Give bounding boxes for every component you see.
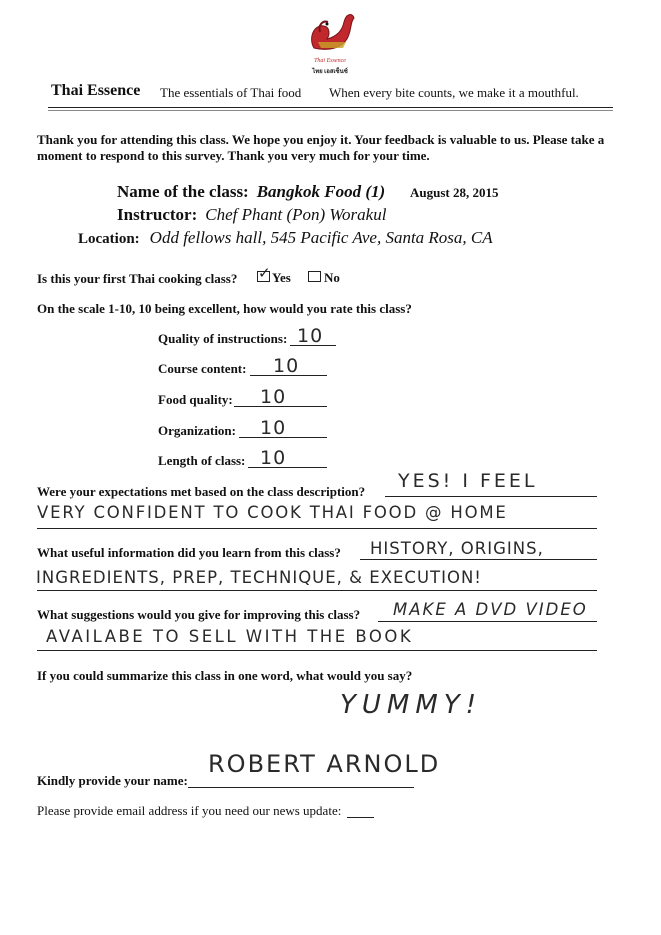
name-answer[interactable]: ROBERT ARNOLD (208, 750, 441, 778)
expectations-line-1 (385, 496, 597, 497)
rating-value[interactable]: 10 (297, 325, 324, 347)
expectations-question: Were your expectations met based on the class description? (37, 484, 366, 499)
rating-label: Quality of instructions: (158, 331, 288, 346)
header-bar (48, 84, 608, 102)
class-date: August 28, 2015 (410, 185, 499, 200)
header-rule-2 (48, 110, 613, 111)
rating-value[interactable]: 10 (260, 447, 287, 469)
rating-line (290, 345, 336, 346)
class-name-label: Name of the class: (117, 182, 249, 201)
scale-question: On the scale 1-10, 10 being excellent, how would you rate this class? (37, 301, 412, 316)
expectations-answer-1[interactable]: YES! I FEEL (398, 470, 538, 492)
one-word-answer[interactable]: YUMMY! (340, 690, 483, 720)
useful-question: What useful information did you learn from this class? (37, 545, 341, 560)
one-word-question: If you could summarize this class in one word, what would you say? (37, 668, 413, 683)
rating-line (239, 437, 327, 438)
rating-value[interactable]: 10 (273, 355, 300, 377)
tagline: The essentials of Thai food (160, 85, 302, 100)
rating-length-of-class (158, 449, 358, 471)
brand-name: Thai Essence (51, 82, 141, 99)
location-row (78, 228, 638, 248)
check-mark-icon: ✓ (258, 264, 271, 282)
swan-logo-icon (300, 8, 360, 58)
logo (300, 8, 360, 75)
rating-quality-instructions (158, 327, 358, 349)
rating-line (248, 467, 327, 468)
rating-value[interactable]: 10 (260, 417, 287, 439)
useful-line-1 (360, 559, 597, 560)
location-label: Location: (78, 231, 140, 247)
rating-label: Course content: (158, 361, 247, 376)
name-line (188, 787, 414, 788)
yes-label: Yes (272, 270, 291, 285)
suggestions-question: What suggestions would you give for improving this class? (37, 607, 361, 622)
email-field[interactable] (347, 803, 374, 817)
useful-line-2 (37, 590, 597, 591)
no-label: No (324, 270, 340, 285)
logo-subtext: ไทย เอสเซ็นซ์ (312, 69, 348, 75)
rating-course-content (158, 357, 358, 379)
expectations-answer-2[interactable]: VERY CONFIDENT TO COOK THAI FOOD @ HOME (37, 503, 508, 522)
location-value: Odd fellows hall, 545 Pacific Ave, Santa Rosa, CA (149, 228, 493, 247)
instructor-value: Chef Phant (Pon) Worakul (205, 205, 387, 224)
intro-text: Thank you for attending this class. We hope you enjoy it. Your feedback is valuable to us. Please take a moment to respond to this survey. Thank you very much for your time. (37, 132, 605, 163)
rating-food-quality (158, 388, 358, 410)
rating-value[interactable]: 10 (260, 386, 287, 408)
suggestions-answer-1[interactable]: MAKE A DVD VIDEO (393, 600, 588, 619)
first-class-row (37, 264, 437, 288)
expectations-line-2 (37, 528, 597, 529)
rating-line (250, 375, 327, 376)
no-checkbox[interactable] (308, 271, 321, 282)
slogan: When every bite counts, we make it a mouthful. (329, 85, 579, 100)
header-rule (48, 107, 613, 108)
suggestions-line-2 (37, 650, 597, 651)
instructor-row (117, 205, 517, 225)
rating-label: Length of class: (158, 453, 246, 468)
instructor-label: Instructor: (117, 205, 198, 224)
logo-text: Thai Essence (314, 58, 346, 64)
first-class-question: Is this your first Thai cooking class? (37, 271, 238, 286)
class-name-value: Bangkok Food (1) (256, 182, 386, 201)
email-question: Please provide email address if you need our news update: (37, 803, 342, 818)
useful-answer-2[interactable]: INGREDIENTS, PREP, TECHNIQUE, & EXECUTION! (36, 568, 482, 587)
class-name-row (117, 182, 577, 206)
suggestions-answer-2[interactable]: AVAILABE TO SELL WITH THE BOOK (46, 627, 414, 646)
rating-organization (158, 419, 358, 441)
email-line (347, 817, 374, 818)
name-question: Kindly provide your name: (37, 773, 188, 788)
useful-answer-1[interactable]: HISTORY, ORIGINS, (370, 539, 544, 558)
suggestions-line-1 (378, 621, 597, 622)
rating-label: Food quality: (158, 392, 233, 407)
rating-line (234, 406, 327, 407)
rating-label: Organization: (158, 423, 236, 438)
